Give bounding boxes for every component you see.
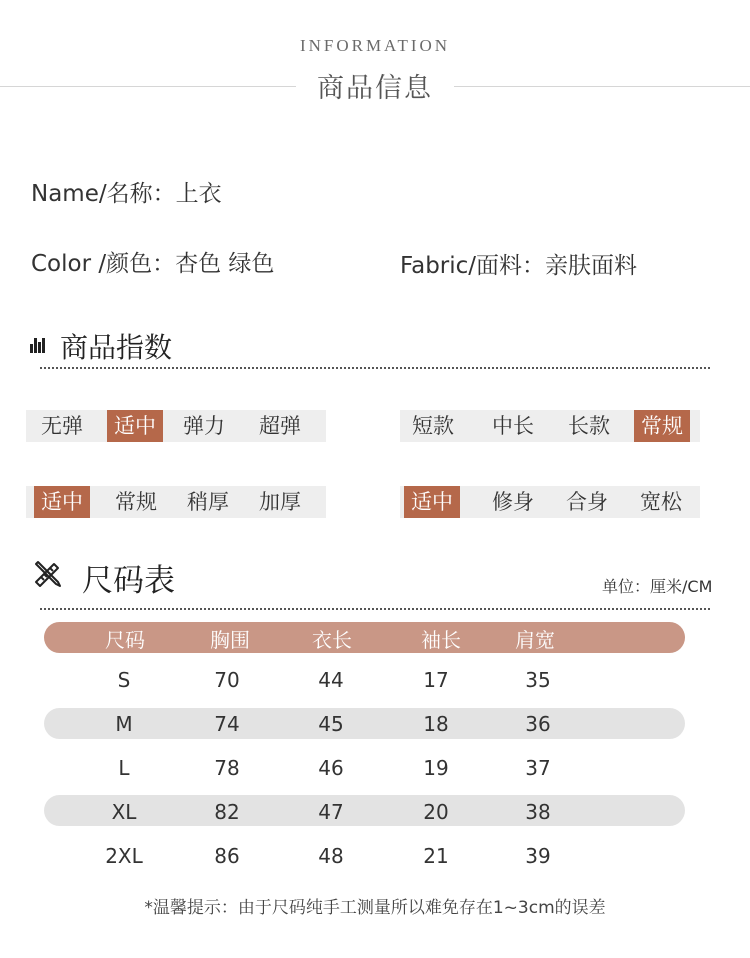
table-cell-sleeve: 20 <box>423 800 449 824</box>
option-length-0: 短款 <box>412 414 454 438</box>
option-row-fit <box>400 486 700 518</box>
option-fit-2: 合身 <box>566 490 608 514</box>
header-sleeve: 袖长 <box>421 628 461 652</box>
table-cell-length: 45 <box>318 712 344 736</box>
table-cell-size: S <box>117 668 131 692</box>
table-cell-bust: 82 <box>214 800 240 824</box>
header-size: 尺码 <box>105 628 145 652</box>
measurement-footnote: *温馨提示：由于尺码纯手工测量所以难免存在1~3cm的误差 <box>144 898 606 918</box>
table-cell-bust: 78 <box>214 756 240 780</box>
header-length: 衣长 <box>312 628 352 652</box>
table-cell-bust: 86 <box>214 844 240 868</box>
option-fit-1: 修身 <box>492 490 534 514</box>
ruler-pencil-icon <box>32 558 64 590</box>
table-cell-bust: 74 <box>214 712 240 736</box>
info-fabric: Fabric/面料：亲肤面料 <box>400 253 638 279</box>
table-cell-size: L <box>118 756 130 780</box>
size-unit-label: 单位：厘米/CM <box>602 577 713 596</box>
table-cell-length: 46 <box>318 756 344 780</box>
header-chinese-title: 商品信息 <box>317 73 433 104</box>
table-cell-sleeve: 19 <box>423 756 449 780</box>
table-cell-shoulder: 35 <box>525 668 551 692</box>
table-cell-length: 44 <box>318 668 344 692</box>
option-row-elasticity <box>26 410 326 442</box>
option-row-thickness <box>26 486 326 518</box>
option-length-2: 长款 <box>568 414 610 438</box>
header-shoulder: 肩宽 <box>515 628 555 652</box>
info-color: Color /颜色：杏色 绿色 <box>31 251 275 277</box>
option-elasticity-3: 超弹 <box>259 414 301 438</box>
table-cell-sleeve: 17 <box>423 668 449 692</box>
table-cell-size: M <box>115 712 133 736</box>
option-length-1: 中长 <box>492 414 534 438</box>
bar-chart-icon <box>30 338 47 353</box>
table-cell-size: XL <box>111 800 137 824</box>
option-length-3: 常规 <box>634 410 690 442</box>
size-section-divider <box>40 608 710 610</box>
table-cell-length: 48 <box>318 844 344 868</box>
table-cell-shoulder: 38 <box>525 800 551 824</box>
option-thickness-0: 适中 <box>34 486 90 518</box>
header-bust: 胸围 <box>210 628 250 652</box>
table-cell-size: 2XL <box>105 844 143 868</box>
option-thickness-2: 稍厚 <box>187 490 229 514</box>
option-elasticity-2: 弹力 <box>183 414 225 438</box>
table-cell-length: 47 <box>318 800 344 824</box>
header-english-title: INFORMATION <box>299 36 451 55</box>
index-section-title: 商品指数 <box>60 331 173 364</box>
option-fit-3: 宽松 <box>640 490 682 514</box>
table-cell-bust: 70 <box>214 668 240 692</box>
table-cell-shoulder: 36 <box>525 712 551 736</box>
table-cell-shoulder: 37 <box>525 756 551 780</box>
option-fit-0: 适中 <box>404 486 460 518</box>
info-name: Name/名称：上衣 <box>31 181 222 207</box>
index-section-divider <box>40 367 710 369</box>
option-elasticity-0: 无弹 <box>41 414 83 438</box>
option-row-length <box>400 410 700 442</box>
option-elasticity-1: 适中 <box>107 410 163 442</box>
table-cell-sleeve: 21 <box>423 844 449 868</box>
option-thickness-1: 常规 <box>115 490 157 514</box>
table-cell-shoulder: 39 <box>525 844 551 868</box>
size-section-title: 尺码表 <box>82 563 175 599</box>
option-thickness-3: 加厚 <box>259 490 301 514</box>
table-cell-sleeve: 18 <box>423 712 449 736</box>
